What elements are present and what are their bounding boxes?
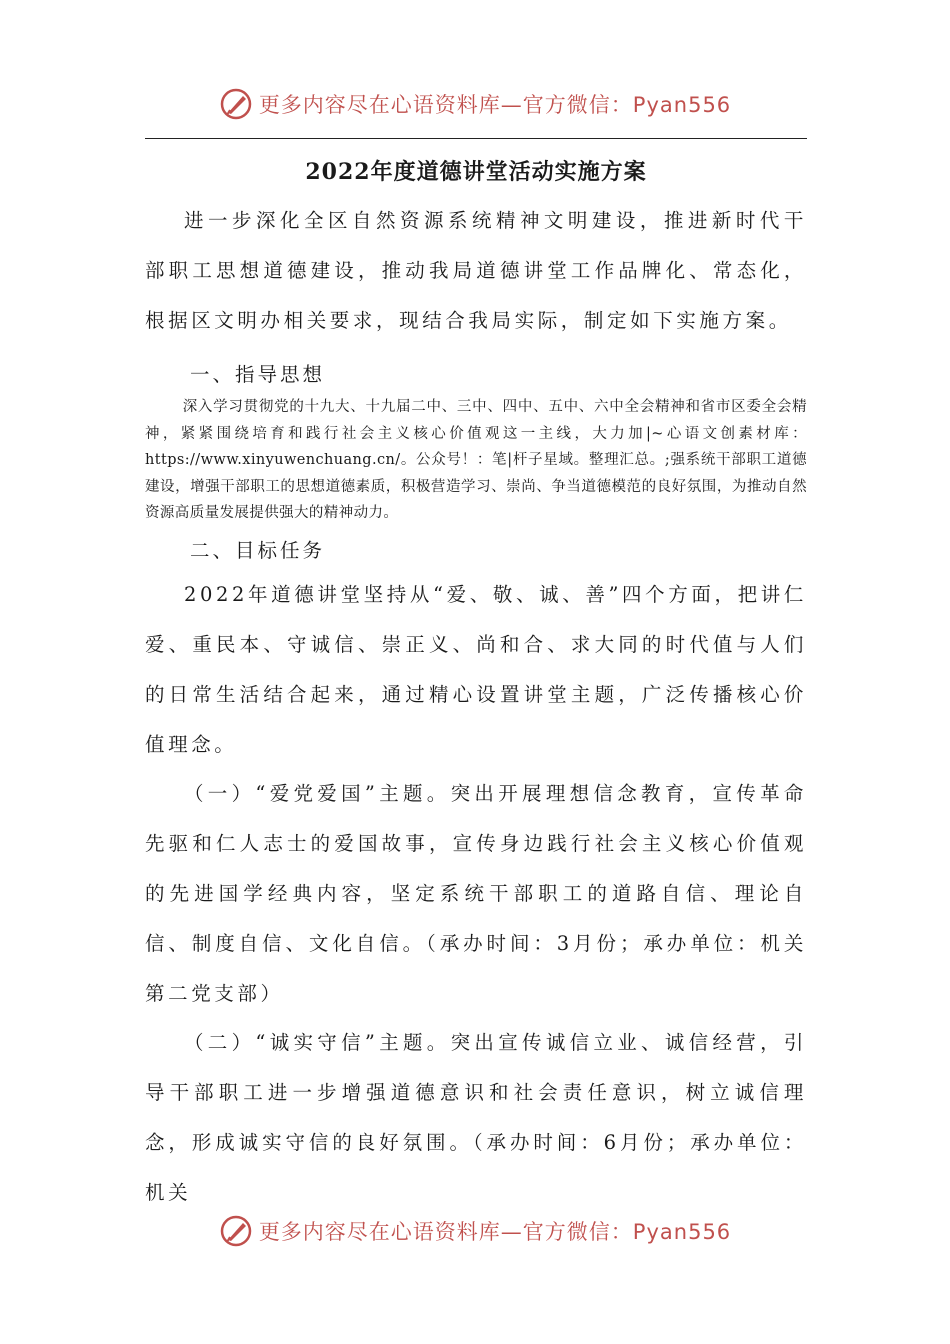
list-item-theme-2: （二）“诚实守信”主题。突出宣传诚信立业、诚信经营，引导干部职工进一步增强道德意识和社会责任意识，树立诚信理念，形成诚实守信的良好氛围。（承办时间：6月份；承办单位：机关 <box>145 1031 807 1204</box>
section-heading-goals: 二、目标任务 <box>190 539 326 562</box>
intro-paragraph: 进一步深化全区自然资源系统精神文明建设，推进新时代干部职工思想道德建设，推动我局道德讲堂工作品牌化、常态化，根据区文明办相关要求，现结合我局实际，制定如下实施方案。 <box>145 209 807 332</box>
section-body-guiding-ideology: 深入学习贯彻党的十九大、十九届二中、三中、四中、五中、六中全会精神和省市区委全会精神，紧紧围绕培育和践行社会主义核心价值观这一主线，大力加|~心语文创素材库：https://www.xinyuwenchuang.cn/。公众号！：笔|杆子星域。整理汇总。;强系统干部职工道德建设，增强干部职工的思想道德素质，积极营造学习、崇尚、争当道德模范的良好氛围，为推动自然资源高质量发展提供强大的精神动力。 <box>145 399 807 521</box>
watermark-text: 更多内容尽在心语资料库—官方微信：Pyan556 <box>258 1220 732 1244</box>
header-rule <box>145 138 807 139</box>
document-title: 2022年度道德讲堂活动实施方案 <box>305 159 647 185</box>
watermark-banner-bottom <box>0 1211 950 1251</box>
section-heading-guiding-ideology: 一、指导思想 <box>190 363 326 386</box>
watermark-text: 更多内容尽在心语资料库—官方微信：Pyan556 <box>258 93 732 117</box>
quill-logo-icon <box>219 1214 253 1248</box>
watermark-banner-top <box>0 84 950 124</box>
list-item-theme-1: （一）“爱党爱国”主题。突出开展理想信念教育，宣传革命先驱和仁人志士的爱国故事，宣传身边践行社会主义核心价值观的先进国学经典内容，坚定系统干部职工的道路自信、理论自信、制度自信、文化自信。（承办时间：3月份；承办单位：机关第二党支部） <box>145 782 807 1005</box>
quill-logo-icon <box>219 87 253 121</box>
section-body-goals: 2022年道德讲堂坚持从“爱、敬、诚、善”四个方面，把讲仁爱、重民本、守诚信、崇正义、尚和合、求大同的时代值与人们的日常生活结合起来，通过精心设置讲堂主题，广泛传播核心价值理念。 <box>145 583 807 756</box>
